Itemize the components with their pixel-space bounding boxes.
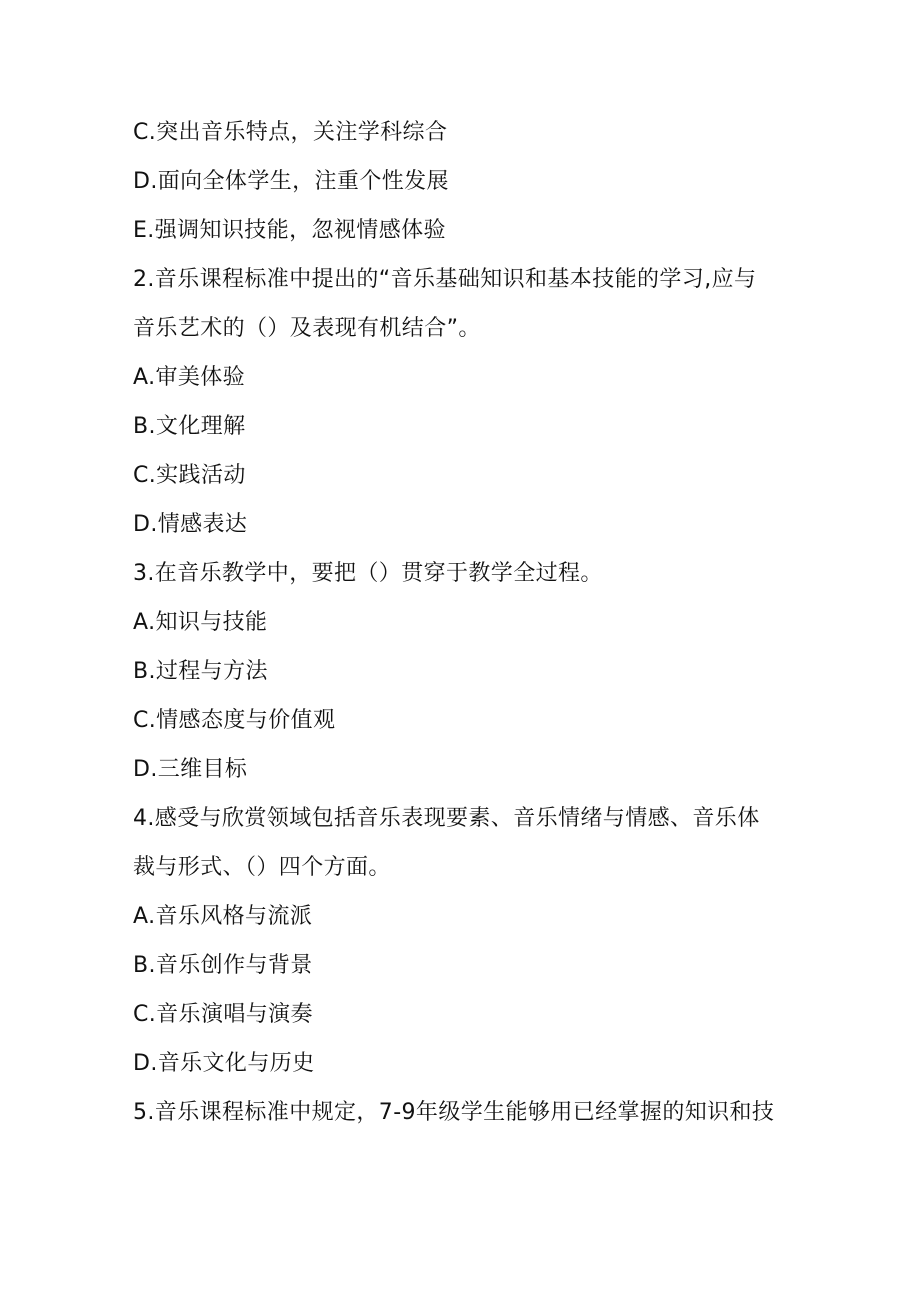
option-c-q2: C.实践活动	[133, 463, 246, 488]
question-2-line-1: 2.音乐课程标准中提出的“音乐基础知识和基本技能的学习,应与	[133, 267, 757, 292]
question-2-line-2: 音乐艺术的（）及表现有机结合”。	[133, 316, 481, 341]
option-a-q4: A.音乐风格与流派	[133, 904, 313, 929]
option-d-q2: D.情感表达	[133, 512, 248, 537]
option-c-q4: C.音乐演唱与演奏	[133, 1002, 313, 1027]
question-4-line-2: 裁与形式、（）四个方面。	[133, 855, 391, 880]
option-a-q2: A.审美体验	[133, 365, 246, 390]
option-c-q1: C.突出音乐特点，关注学科综合	[133, 120, 448, 145]
option-b-q3: B.过程与方法	[133, 659, 268, 684]
option-e-q1: E.强调知识技能，忽视情感体验	[133, 218, 446, 243]
option-d-q4: D.音乐文化与历史	[133, 1051, 315, 1076]
question-4-line-1: 4.感受与欣赏领域包括音乐表现要素、音乐情绪与情感、音乐体	[133, 806, 760, 831]
option-b-q4: B.音乐创作与背景	[133, 953, 313, 978]
document-page	[133, 108, 813, 1137]
question-3: 3.在音乐教学中，要把（）贯穿于教学全过程。	[133, 561, 603, 586]
option-c-q3: C.情感态度与价值观	[133, 708, 336, 733]
question-5-line-1: 5.音乐课程标准中规定，7-9年级学生能够用已经掌握的知识和技	[133, 1100, 775, 1125]
option-d-q3: D.三维目标	[133, 757, 248, 782]
option-a-q3: A.知识与技能	[133, 610, 268, 635]
option-b-q2: B.文化理解	[133, 414, 246, 439]
option-d-q1: D.面向全体学生，注重个性发展	[133, 169, 449, 194]
